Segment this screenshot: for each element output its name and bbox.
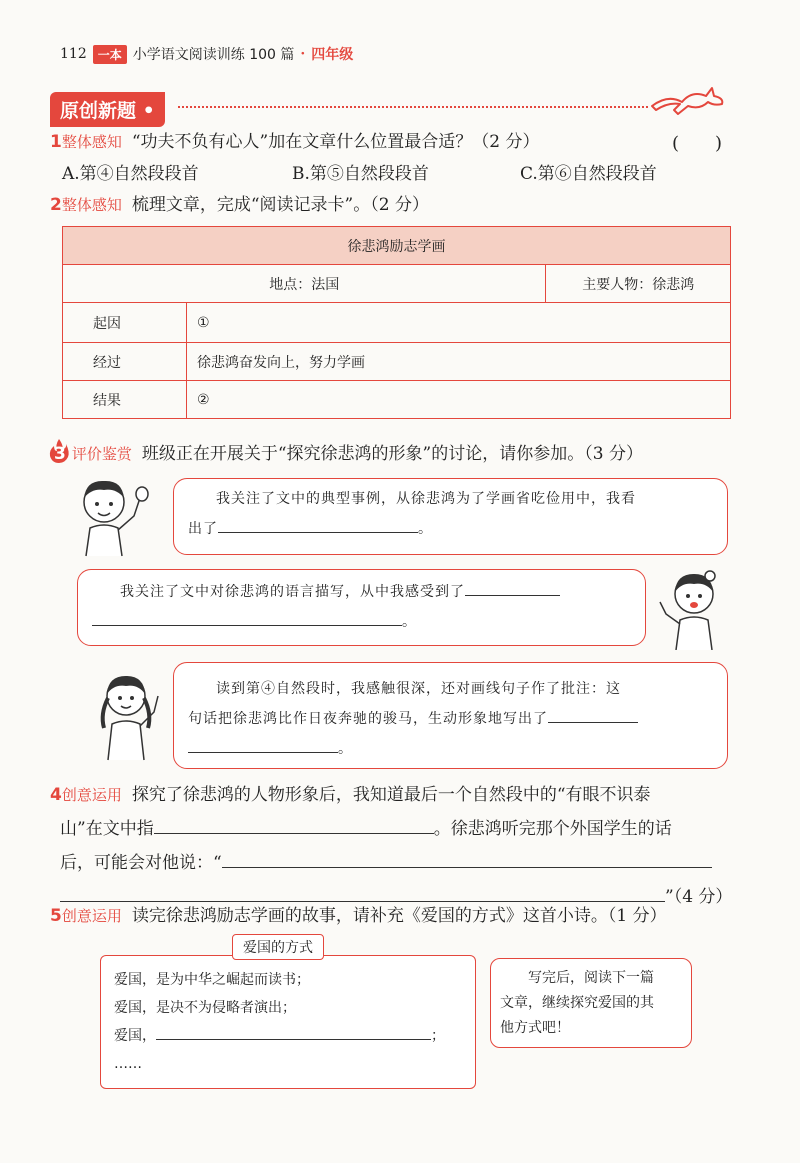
card-row-value[interactable]: ② [187, 381, 731, 419]
banner-dotted-line [178, 106, 648, 108]
running-cat-icon [648, 80, 728, 120]
poem-line: 爱国，是决不为侵略者演出； [114, 1000, 296, 1016]
answer-blank[interactable] [465, 581, 560, 596]
tip-line3: 他方式吧！ [500, 1020, 570, 1036]
tip-text [500, 966, 685, 1041]
bubble-2-line1: 我关注了文中对徐悲鸿的语言描写，从中我感受到了 [120, 584, 465, 600]
bubble-1-end: 。 [418, 521, 433, 537]
page-number: 112 [60, 46, 87, 62]
question-5 [50, 903, 667, 929]
poem-ellipsis: …… [114, 1056, 142, 1072]
grade-label: 四年级 [311, 47, 354, 63]
q1-tag: 整体感知 [61, 133, 122, 151]
q3-number: 3 [54, 444, 66, 464]
question-3 [50, 441, 643, 467]
q2-tag: 整体感知 [61, 196, 122, 214]
book-logo: 一本 [93, 45, 127, 64]
bubble-1-text [188, 484, 718, 544]
section-banner [50, 92, 165, 127]
card-place: 地点：法国 [63, 265, 546, 303]
reading-record-card [62, 226, 731, 419]
card-title: 徐悲鸿励志学画 [63, 227, 731, 265]
q1-option-a[interactable]: A.第④自然段段首 [62, 164, 199, 184]
q1-option-b[interactable]: B.第⑤自然段段首 [292, 164, 429, 184]
q2-number: 2 [50, 195, 62, 215]
tip-line1: 写完后，阅读下一篇 [528, 970, 654, 986]
book-title: 小学语文阅读训练 100 篇 [132, 47, 295, 63]
answer-blank[interactable] [154, 819, 434, 834]
page-header [60, 43, 353, 65]
q2-text: 梳理文章，完成“阅读记录卡”。（2 分） [131, 195, 429, 215]
card-row-value[interactable]: ① [187, 303, 731, 343]
card-row-value: 徐悲鸿奋发向上，努力学画 [187, 343, 731, 381]
q4-line3: 后，可能会对他说：“ [60, 853, 222, 873]
bubble-3-text [188, 674, 718, 764]
bubble-1-line2: 出了 [188, 521, 218, 537]
card-row-label: 经过 [63, 343, 187, 381]
boy-illustration [64, 476, 164, 558]
poem-line3-end: ； [431, 1028, 445, 1044]
answer-blank[interactable] [156, 1025, 431, 1040]
bubble-3-end: 。 [338, 741, 353, 757]
question-4 [50, 778, 732, 914]
q4-tag: 创意运用 [61, 786, 122, 804]
q3-text: 班级正在开展关于“探究徐悲鸿的形象”的讨论，请你参加。（3 分） [141, 444, 643, 464]
poem-line: 爱国，是为中华之崛起而读书； [114, 972, 310, 988]
answer-blank[interactable] [548, 708, 638, 723]
bubble-2-end: 。 [402, 614, 417, 630]
q3-tag: 评价鉴赏 [71, 445, 132, 463]
answer-blank[interactable] [218, 518, 418, 533]
card-row-label: 起因 [63, 303, 187, 343]
answer-blank[interactable] [92, 611, 402, 626]
banner-title: 原创新题 [60, 100, 137, 122]
girl-illustration [650, 566, 732, 650]
q1-number: 1 [50, 132, 62, 152]
poem-title: 爱国的方式 [232, 934, 324, 960]
poem-line3-start: 爱国， [114, 1028, 156, 1044]
q4-line2b: 。徐悲鸿听完那个外国学生的话 [433, 819, 672, 839]
question-1 [50, 129, 539, 155]
bubble-3-line1: 读到第④自然段时，我感触很深，还对画线句子作了批注：这 [216, 681, 621, 697]
q4-number: 4 [50, 785, 62, 805]
answer-blank[interactable] [222, 853, 712, 868]
header-dot: · [300, 46, 306, 62]
banner-bullet: • [142, 100, 155, 122]
q4-line2a: 山”在文中指 [60, 819, 154, 839]
bubble-2-text [92, 577, 637, 637]
card-row-label: 结果 [63, 381, 187, 419]
q1-text: “功夫不负有心人”加在文章什么位置最合适？（2 分） [131, 132, 540, 152]
q4-line4-end: ”（4 分） [665, 887, 733, 907]
q5-number: 5 [50, 906, 62, 926]
bubble-1-line1: 我关注了文中的典型事例，从徐悲鸿为了学画省吃俭用中，我看 [216, 491, 636, 507]
q1-option-c[interactable]: C.第⑥自然段段首 [520, 164, 657, 184]
q4-line1: 探究了徐悲鸿的人物形象后，我知道最后一个自然段中的“有眼不识泰 [131, 785, 651, 805]
q1-answer-bracket[interactable]: ( ) [672, 133, 723, 154]
card-person: 主要人物：徐悲鸿 [546, 265, 731, 303]
q5-text: 读完徐悲鸿励志学画的故事，请补充《爱国的方式》这首小诗。（1 分） [131, 906, 667, 926]
question-2 [50, 192, 429, 218]
q5-tag: 创意运用 [61, 907, 122, 925]
answer-blank[interactable] [188, 738, 338, 753]
bubble-3-line2: 句话把徐悲鸿比作日夜奔驰的骏马，生动形象地写出了 [188, 711, 548, 727]
poem-lines [114, 966, 445, 1078]
tip-line2: 文章，继续探究爱国的其 [500, 995, 654, 1011]
girl-braids-illustration [86, 668, 170, 762]
answer-blank[interactable] [60, 887, 665, 902]
